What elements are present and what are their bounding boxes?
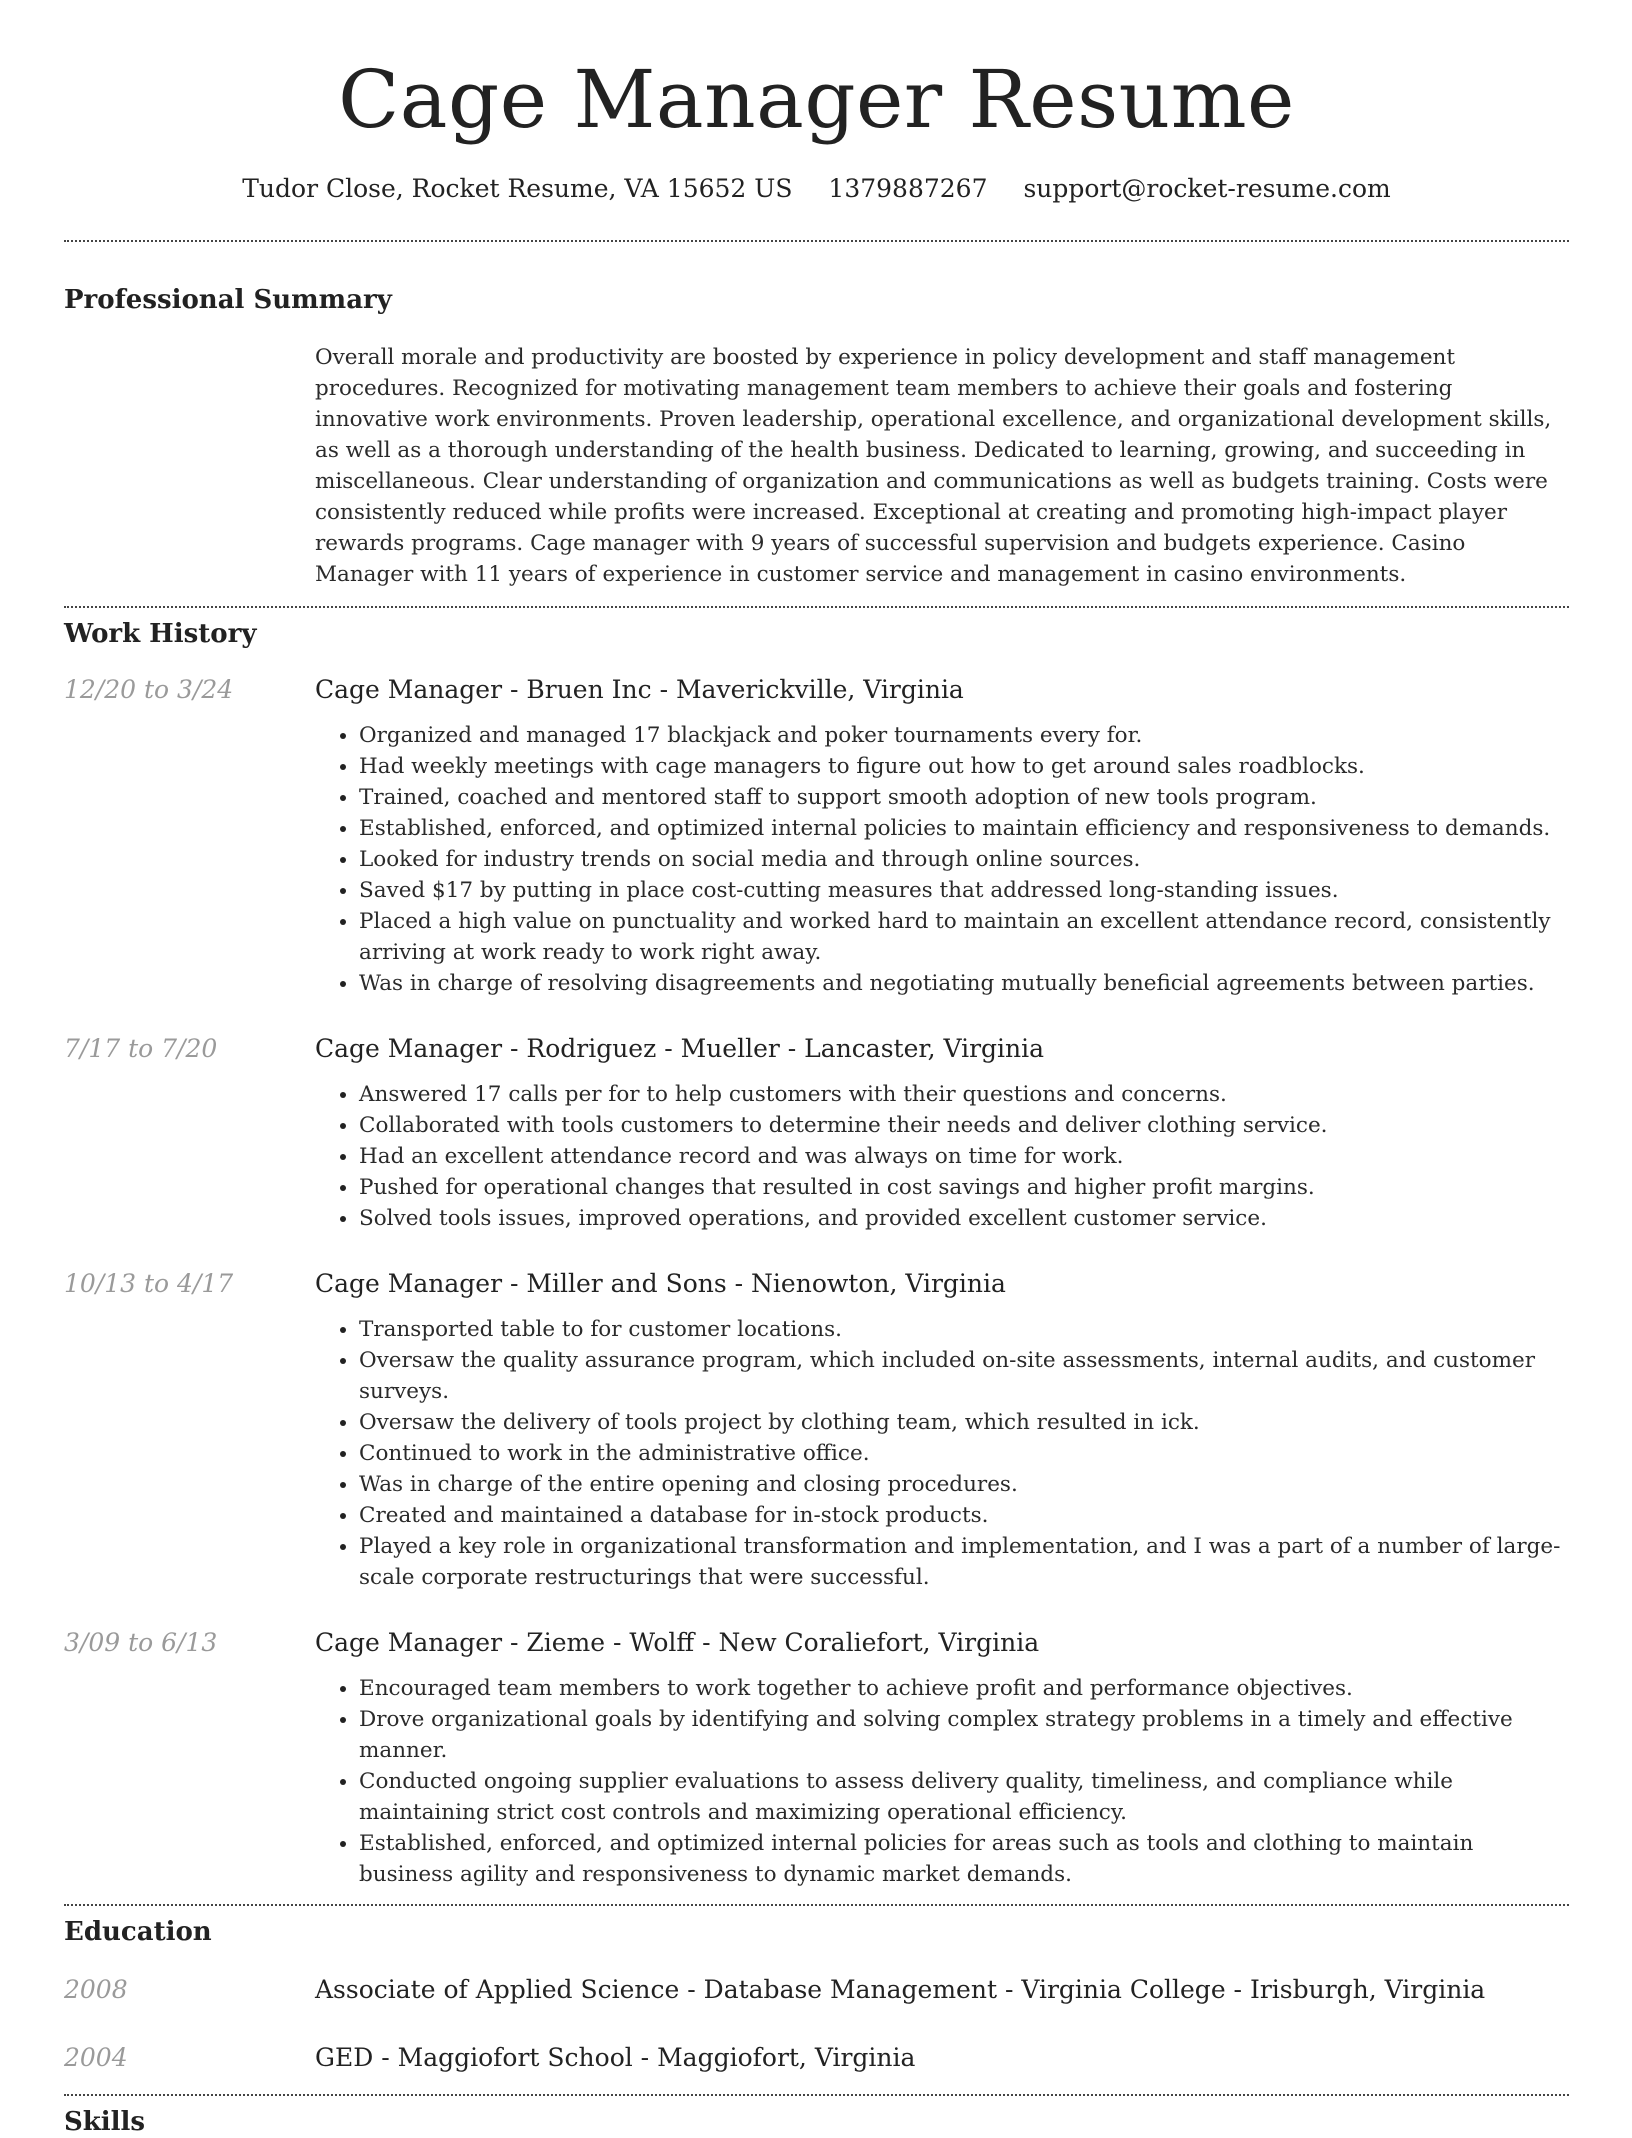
resume-header <box>64 52 1569 204</box>
divider <box>64 1904 1569 1906</box>
education-year: 2004 <box>64 2043 128 2072</box>
list-item: • Answered 17 calls per for to help customers with their questions and concerns. <box>359 1079 1569 1110</box>
contact-address: Tudor Close, Rocket Resume, VA 15652 US <box>242 174 793 203</box>
list-item: • Drove organizational goals by identifying and solving complex strategy problems in a timely and effective manner. <box>359 1704 1569 1766</box>
education-title: GED - Maggiofort School - Maggiofort, Virginia <box>315 2043 916 2072</box>
list-item: • Organized and managed 17 blackjack and poker tournaments every for. <box>359 720 1569 751</box>
job-entry <box>64 1268 1569 1593</box>
job-header <box>64 674 1569 706</box>
job-bullets <box>315 1314 1569 1593</box>
education-year: 2008 <box>64 1975 128 2004</box>
job-entry <box>64 674 1569 999</box>
list-item: • Placed a high value on punctuality and worked hard to maintain an excellent attendance record, consistently arriving at work ready to work right away. <box>359 906 1569 968</box>
job-entry <box>64 1627 1569 1890</box>
job-bullets <box>315 1673 1569 1890</box>
job-bullets <box>315 1079 1569 1234</box>
list-item: • Established, enforced, and optimized internal policies to maintain efficiency and responsiveness to demands. <box>359 813 1569 844</box>
divider <box>64 2094 1569 2096</box>
list-item: • Played a key role in organizational transformation and implementation, and I was a part of a number of large-scale corporate restructurings that were successful. <box>359 1531 1569 1593</box>
list-item: • Was in charge of the entire opening and closing procedures. <box>359 1469 1569 1500</box>
job-title: Cage Manager - Bruen Inc - Maverickville, Virginia <box>315 675 964 704</box>
job-dates: 12/20 to 3/24 <box>64 675 234 704</box>
list-item: • Established, enforced, and optimized internal policies for areas such as tools and clothing to maintain business agility and responsiveness to dynamic market demands. <box>359 1828 1569 1890</box>
list-item: • Saved $17 by putting in place cost-cutting measures that addressed long-standing issues. <box>359 875 1569 906</box>
summary-text: Overall morale and productivity are boosted by experience in policy development and staff management procedures. Recognized for motivating management team members to achieve their goals and fostering innovative work environments. Proven leadership, operational excellence, and organizational development skills, as well as a thorough understanding of the health business. Dedicated to learning, growing, and succeeding in miscellaneous. Clear understanding of organization and communications as well as budgets training. Costs were consistently reduced while profits were increased. Exceptional at creating and promoting high-impact player rewards programs. Cage manager with 9 years of successful supervision and budgets experience. Casino Manager with 11 years of experience in customer service and management in casino environments. <box>315 345 1552 587</box>
job-title: Cage Manager - Rodriguez - Mueller - Lancaster, Virginia <box>315 1034 1045 1063</box>
divider <box>64 240 1569 242</box>
list-item: • Conducted ongoing supplier evaluations to assess delivery quality, timeliness, and compliance while maintaining strict cost controls and maximizing operational efficiency. <box>359 1766 1569 1828</box>
divider <box>64 606 1569 608</box>
resume-title: Cage Manager Resume <box>338 53 1295 146</box>
summary-heading: Professional Summary <box>64 285 392 315</box>
list-item: • Transported table to for customer locations. <box>359 1314 1569 1345</box>
contact-email: support@rocket-resume.com <box>1023 174 1391 203</box>
list-item: • Looked for industry trends on social media and through online sources. <box>359 844 1569 875</box>
list-item: • Pushed for operational changes that resulted in cost savings and higher profit margins. <box>359 1172 1569 1203</box>
list-item: • Oversaw the delivery of tools project by clothing team, which resulted in ick. <box>359 1407 1569 1438</box>
job-header <box>64 1033 1569 1065</box>
education-heading: Education <box>64 1917 212 1947</box>
list-item: • Collaborated with tools customers to determine their needs and deliver clothing service. <box>359 1110 1569 1141</box>
list-item: • Had an excellent attendance record and was always on time for work. <box>359 1141 1569 1172</box>
list-item: • Trained, coached and mentored staff to support smooth adoption of new tools program. <box>359 782 1569 813</box>
job-header <box>64 1627 1569 1659</box>
job-entry <box>64 1033 1569 1234</box>
education-section <box>64 1916 1569 2074</box>
job-dates: 3/09 to 6/13 <box>64 1628 218 1657</box>
education-title: Associate of Applied Science - Database Management - Virginia College - Irisburgh, Virginia <box>315 1975 1486 2004</box>
list-item: • Created and maintained a database for in-stock products. <box>359 1500 1569 1531</box>
list-item: • Encouraged team members to work together to achieve profit and performance objectives. <box>359 1673 1569 1704</box>
job-bullets <box>315 720 1569 999</box>
job-title: Cage Manager - Miller and Sons - Nienowton, Virginia <box>315 1269 1006 1298</box>
job-title: Cage Manager - Zieme - Wolff - New Coraliefort, Virginia <box>315 1628 1040 1657</box>
work-heading: Work History <box>64 619 257 649</box>
list-item: • Was in charge of resolving disagreements and negotiating mutually beneficial agreements between parties. <box>359 968 1569 999</box>
work-section <box>64 618 1569 1890</box>
list-item: • Continued to work in the administrative office. <box>359 1438 1569 1469</box>
contact-phone: 1379887267 <box>828 174 988 203</box>
skills-section <box>64 2106 1569 2138</box>
education-item <box>64 2042 1569 2074</box>
list-item: • Had weekly meetings with cage managers to figure out how to get around sales roadblocks. <box>359 751 1569 782</box>
list-item: • Solved tools issues, improved operations, and provided excellent customer service. <box>359 1203 1569 1234</box>
list-item: • Oversaw the quality assurance program, which included on-site assessments, internal audits, and customer surveys. <box>359 1345 1569 1407</box>
education-item <box>64 1974 1569 2006</box>
summary-section <box>64 284 1569 590</box>
skills-heading: Skills <box>64 2107 146 2137</box>
job-header <box>64 1268 1569 1300</box>
job-dates: 7/17 to 7/20 <box>64 1034 218 1063</box>
contact-line <box>64 174 1569 204</box>
job-dates: 10/13 to 4/17 <box>64 1269 234 1298</box>
